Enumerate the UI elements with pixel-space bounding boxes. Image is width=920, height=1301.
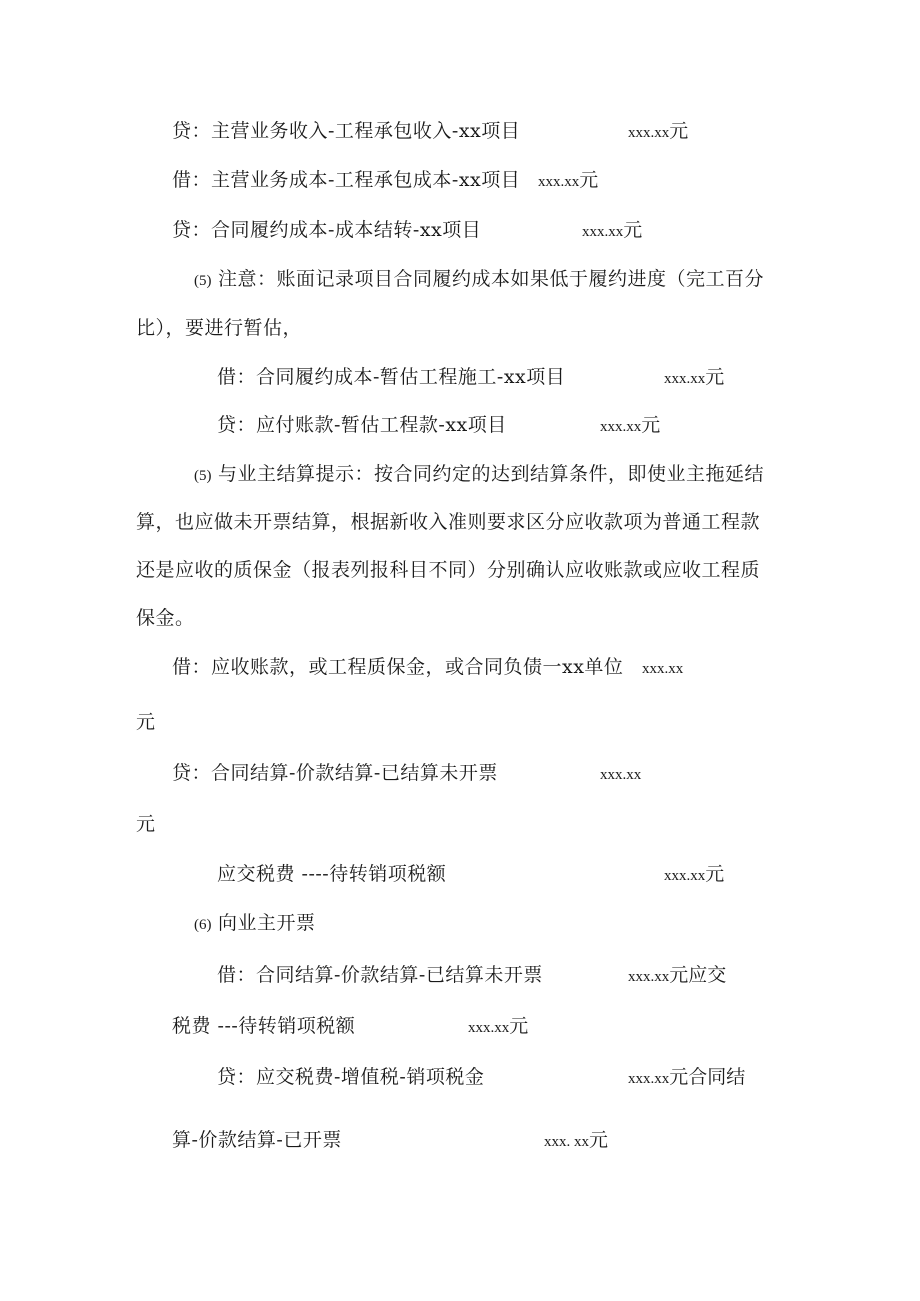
amount-unit: 元 [579, 169, 599, 191]
amount-value: xxx.xx [600, 767, 642, 783]
amount-unit: 元合同结 [669, 1066, 746, 1088]
entry-tax-pending [217, 861, 446, 887]
amount-value: xxx.xx [628, 969, 670, 985]
amount-value: xxx.xx [628, 1071, 670, 1087]
amount-value: xxx.xx [538, 174, 580, 190]
amount-unit: 元 [136, 711, 156, 733]
amount-value: xxx.xx [664, 371, 706, 387]
entry-text: 算-价款结算-已开票 [172, 1129, 342, 1151]
amount-value: xxx.xx [600, 419, 642, 435]
entry-text: 借：合同结算-价款结算-已结算未开票 [217, 964, 543, 986]
paragraph-text: 向业主开票 [218, 912, 316, 934]
entry-credit-output-tax [217, 1064, 484, 1090]
paragraph-text: 与业主结算提示：按合同约定的达到结算条件，即使业主拖延结 [218, 463, 765, 485]
amount-unit: 元应交 [669, 964, 727, 986]
entry-amount [642, 654, 683, 682]
entry-amount [628, 962, 726, 990]
entry-amount [538, 167, 598, 195]
entry-text: 借：主营业务成本-工程承包成本-xx项目 [172, 169, 521, 191]
entry-text: 贷：主营业务收入-工程承包收入-xx项目 [172, 120, 521, 142]
entry-text: 借：应收账款，或工程质保金，或合同负债一xx单位 [172, 656, 624, 678]
entry-text: 贷：合同履约成本-成本结转-xx项目 [172, 219, 482, 241]
paragraph-text: 比），要进行暂估， [136, 317, 303, 339]
paragraph-text: 算，也应做未开票结算，根据新收入准则要求区分应收款项为普通工程款 [136, 511, 761, 533]
entry-amount [544, 1127, 608, 1155]
invoice-paragraph [194, 910, 316, 938]
settlement-paragraph-line3 [136, 557, 760, 583]
note-paragraph-line2 [136, 315, 302, 341]
settlement-paragraph-line2 [136, 509, 760, 535]
entry-text: 税费 ---待转销项税额 [172, 1015, 356, 1037]
entry-debit-receivable [172, 654, 623, 680]
amount-unit: 元 [641, 414, 661, 436]
paragraph-number: (5) [194, 273, 212, 289]
entry-text: 贷：合同结算-价款结算-已结算未开票 [172, 762, 498, 784]
entry-credit-contract-cost [172, 217, 481, 243]
settlement-paragraph-line1 [194, 461, 764, 489]
amount-unit: 元 [705, 366, 725, 388]
entry-text: 贷：应付账款-暂估工程款-xx项目 [217, 414, 507, 436]
entry-tax-pending-wrap [172, 1013, 355, 1039]
amount-value: xxx.xx [628, 125, 670, 141]
paragraph-text: 保金。 [136, 607, 195, 629]
amount-value: xxx.xx [468, 1020, 510, 1036]
paragraph-text: 还是应收的质保金（报表列报科目不同）分别确认应收账款或应收工程质 [136, 559, 761, 581]
settlement-paragraph-line4 [136, 605, 195, 631]
amount-unit: 元 [589, 1129, 609, 1151]
entry-amount [664, 861, 724, 889]
amount-unit: 元 [705, 863, 725, 885]
entry-debit-provisional [217, 364, 565, 390]
amount-value: xxx. xx [544, 1134, 589, 1150]
entry-debit-main-cost [172, 167, 520, 193]
amount-value: xxx.xx [642, 661, 684, 677]
amount-unit: 元 [509, 1015, 529, 1037]
entry-amount [628, 1064, 745, 1092]
entry-unit-wrap [136, 811, 156, 837]
entry-text: 借：合同履约成本-暂估工程施工-xx项目 [217, 366, 566, 388]
entry-amount [582, 217, 642, 245]
amount-unit: 元 [623, 219, 643, 241]
entry-credit-main-revenue [172, 118, 520, 144]
entry-credit-payable [217, 412, 507, 438]
entry-unit-wrap [136, 709, 156, 735]
amount-unit: 元 [136, 813, 156, 835]
entry-amount [628, 118, 688, 146]
paragraph-number: (5) [194, 468, 212, 484]
entry-text: 贷：应交税费-增值税-销项税金 [217, 1066, 485, 1088]
entry-amount [468, 1013, 528, 1041]
amount-unit: 元 [669, 120, 689, 142]
entry-amount [664, 364, 724, 392]
amount-value: xxx.xx [582, 224, 624, 240]
entry-amount [600, 412, 660, 440]
entry-text: 应交税费 ----待转销项税额 [217, 863, 447, 885]
paragraph-number: (6) [194, 917, 212, 933]
entry-amount [600, 760, 641, 788]
entry-contract-invoiced [172, 1127, 342, 1153]
paragraph-text: 注意：账面记录项目合同履约成本如果低于履约进度（完工百分 [218, 268, 765, 290]
note-paragraph-line1 [194, 266, 764, 294]
entry-credit-contract-settlement [172, 760, 498, 786]
entry-debit-contract-settlement [217, 962, 543, 988]
amount-value: xxx.xx [664, 868, 706, 884]
